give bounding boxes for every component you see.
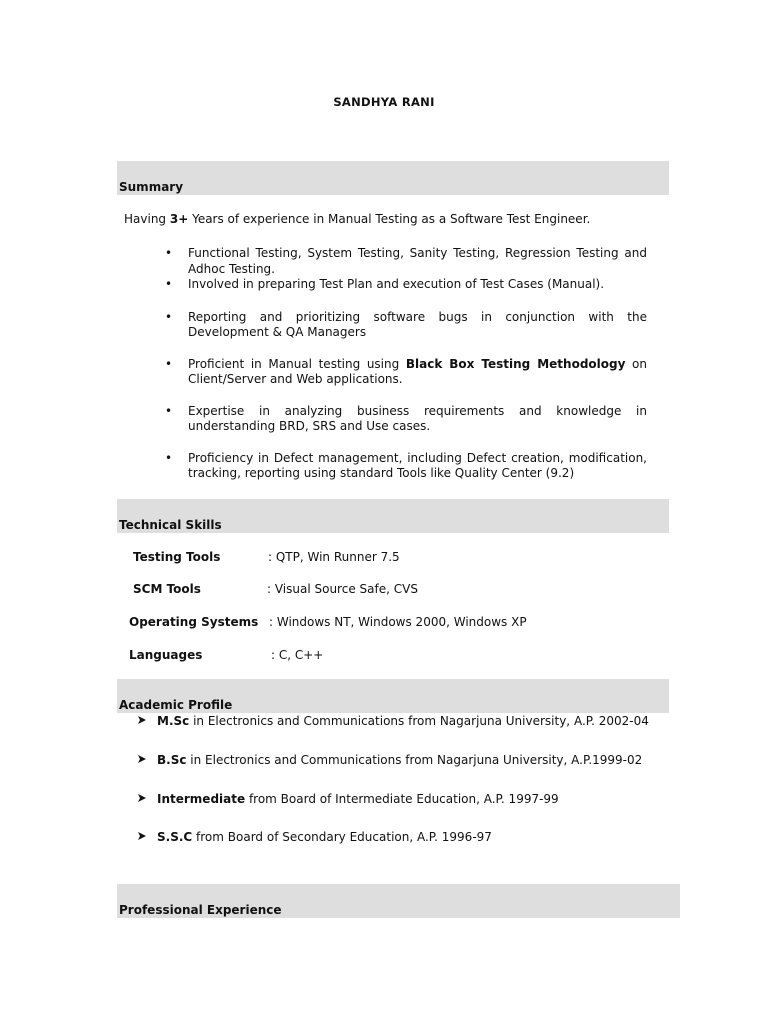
skill-value: : Windows NT, Windows 2000, Windows XP: [269, 615, 527, 629]
summary-intro-years: 3+: [169, 212, 189, 226]
academic-degree: Intermediate: [157, 792, 246, 806]
technical-skills-section-header: [117, 499, 669, 533]
academic-detail: from Board of Secondary Education, A.P. 1996-97: [192, 830, 492, 844]
summary-intro-post: Years of experience in Manual Testing as a Software Test Engineer.: [188, 212, 591, 226]
academic-profile-section-header: [117, 679, 669, 713]
skill-label: Operating Systems: [129, 615, 259, 629]
arrow-bullet-icon: [137, 793, 147, 803]
skill-value: : QTP, Win Runner 7.5: [268, 550, 400, 564]
candidate-name: SANDHYA RANI: [333, 95, 435, 109]
summary-bullet: • Involved in preparing Test Plan and execution of Test Cases (Manual).: [165, 277, 647, 293]
academic-degree: M.Sc: [157, 714, 190, 728]
summary-intro: [124, 212, 590, 226]
summary-bullet-bold: Black Box Testing Methodology: [405, 356, 626, 371]
skill-label: Testing Tools: [133, 550, 221, 564]
academic-item: [137, 830, 492, 844]
academic-detail: in Electronics and Communications from Nagarjuna University, A.P. 2002-04: [189, 714, 649, 728]
summary-bullet: [165, 357, 647, 388]
skill-label: Languages: [129, 648, 203, 662]
technical-skills-title: Technical Skills: [119, 518, 222, 532]
summary-intro-pre: Having: [124, 212, 170, 226]
academic-item: [137, 792, 559, 806]
professional-experience-title: Professional Experience: [119, 903, 282, 917]
summary-bullet: • Reporting and prioritizing software bugs in conjunction with the Development & QA Managers: [165, 310, 647, 341]
summary-bullet-post: on Client/Server and Web applications.: [188, 356, 647, 386]
summary-title: Summary: [119, 180, 184, 194]
arrow-bullet-icon: [137, 754, 147, 764]
academic-profile-title: Academic Profile: [119, 698, 233, 712]
skill-label: SCM Tools: [133, 582, 201, 596]
academic-degree: S.S.C: [157, 830, 193, 844]
skill-value: : C, C++: [271, 648, 324, 662]
summary-section-header: [117, 161, 669, 195]
skill-value: : Visual Source Safe, CVS: [267, 582, 418, 596]
arrow-bullet-icon: [137, 831, 147, 841]
summary-bullet-pre: Proficient in Manual testing using: [188, 356, 406, 371]
academic-item: [137, 714, 649, 728]
academic-detail: in Electronics and Communications from Nagarjuna University, A.P.1999-02: [186, 753, 643, 767]
academic-detail: from Board of Intermediate Education, A.P. 1997-99: [245, 792, 559, 806]
summary-bullet: • Functional Testing, System Testing, Sanity Testing, Regression Testing and Adhoc Testing.: [165, 246, 647, 277]
summary-bullet-list: [165, 246, 647, 482]
professional-experience-section-header: [117, 884, 680, 918]
summary-bullet: • Expertise in analyzing business requirements and knowledge in understanding BRD, SRS and Use cases.: [165, 404, 647, 435]
summary-bullet: • Proficiency in Defect management, including Defect creation, modification, tracking, reporting using standard Tools like Quality Center (9.2): [165, 451, 647, 482]
academic-degree: B.Sc: [157, 753, 187, 767]
arrow-bullet-icon: [137, 715, 147, 725]
academic-item: [137, 753, 642, 767]
